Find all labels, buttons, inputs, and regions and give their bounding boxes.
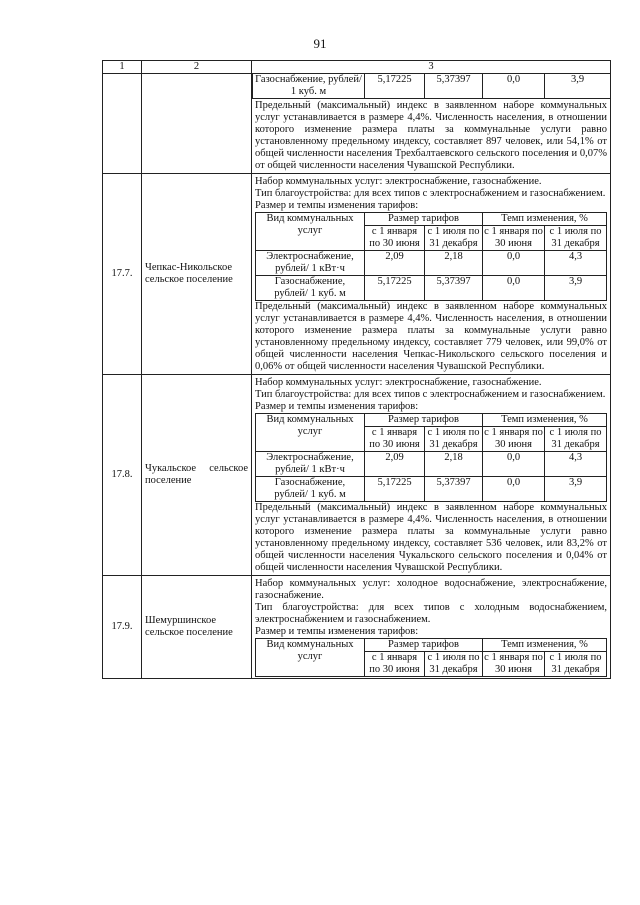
- period-header-1: с 1 января по 30 июня: [365, 652, 425, 677]
- index-paragraph: Предельный (максимальный) индекс в заявленном наборе коммунальных услуг устанавливается в размере 4,4%. Численность населения, в отношении которого изменение размера платы за коммунальные услуги равно установленному предельному индексу, составляет 897 человек, или 54,1% от общей численности населения Трехбалтаевского сельского поселения и 0,07% от общей численности населения Чувашской Республики.: [255, 100, 607, 171]
- column-number-3: 3: [252, 61, 611, 74]
- tariff-value-h1: 5,17225: [365, 276, 425, 301]
- amenity-text: Тип благоустройства: для всех типов с электроснабжением и газоснабжением.: [255, 188, 606, 199]
- entry-row: [103, 375, 611, 576]
- kind-header: Вид коммунальных услуг: [256, 414, 365, 452]
- change-value-h1: 0,0: [483, 74, 545, 99]
- period-header-4: с 1 июля по 31 декабря: [545, 652, 607, 677]
- tariff-size-header: Размер тарифов: [365, 213, 483, 226]
- change-value-h1: 0,0: [483, 251, 545, 276]
- period-header-1: с 1 января по 30 июня: [365, 226, 425, 251]
- tariff-subtable: [255, 413, 607, 502]
- index-paragraph: Предельный (максимальный) индекс в заявленном наборе коммунальных услуг устанавливается в размере 4,4%. Численность населения, в отношении которого изменение размера платы за коммунальные услуги равно установленному предельному индексу, составляет 536 человек, или 83,2% от общей численности населения Чукальского сельского поселения и 0,04% от общей численности населения Чувашской Республики.: [255, 502, 607, 573]
- tariff-subtable: [252, 74, 610, 99]
- tariff-row: [256, 477, 607, 502]
- period-header-2: с 1 июля по 31 декабря: [425, 226, 483, 251]
- change-value-h2: 4,3: [545, 452, 607, 477]
- period-header-3: с 1 января по 30 июня: [484, 427, 543, 450]
- change-value-h1: 0,0: [483, 276, 545, 301]
- column-number-2: 2: [142, 61, 252, 74]
- entry-content: [252, 576, 611, 679]
- tariff-value-h1: 5,17225: [365, 74, 425, 99]
- service-label: Электроснабжение, рублей/ 1 кВт·ч: [256, 452, 365, 477]
- tariff-caption: Размер и темпы изменения тарифов:: [255, 626, 419, 637]
- change-value-h2: 4,3: [545, 251, 607, 276]
- change-value-h2: 3,9: [545, 74, 611, 99]
- change-value-h1: 0,0: [483, 477, 545, 502]
- period-header-3: с 1 января по 30 июня: [484, 226, 543, 249]
- tariff-size-header: Размер тарифов: [365, 639, 483, 652]
- services-text: Набор коммунальных услуг: холодное водоснабжение, электроснабжение, газоснабжение.: [255, 578, 607, 601]
- period-header-2: с 1 июля по 31 декабря: [425, 427, 483, 452]
- tariff-subtable: [255, 212, 607, 301]
- change-value-h2: 3,9: [545, 276, 607, 301]
- tariff-value-h2: 2,18: [425, 251, 483, 276]
- tariff-value-h2: 2,18: [425, 452, 483, 477]
- tariff-row: [253, 74, 611, 99]
- services-text: Набор коммунальных услуг: электроснабжение, газоснабжение.: [255, 176, 542, 187]
- entry-content: [252, 375, 611, 576]
- change-value-h1: 0,0: [483, 452, 545, 477]
- page-number: 91: [313, 36, 327, 51]
- tariff-value-h2: 5,37397: [425, 477, 483, 502]
- entry-content: [252, 174, 611, 375]
- main-table: [102, 60, 611, 679]
- entry-row: [103, 174, 611, 375]
- amenity-text: Тип благоустройства: для всех типов с электроснабжением и газоснабжением.: [255, 389, 606, 400]
- tariff-row: [256, 276, 607, 301]
- service-label: Электроснабжение, рублей/ 1 кВт·ч: [256, 251, 365, 276]
- kind-header: Вид коммунальных услуг: [256, 213, 365, 251]
- entry-number: 17.8.: [103, 375, 142, 576]
- service-label: Газоснабжение, рублей/ 1 куб. м: [256, 477, 365, 502]
- service-label: Газоснабжение, рублей/ 1 куб. м: [253, 74, 365, 99]
- tariff-value-h2: 5,37397: [425, 74, 483, 99]
- tariff-change-header: Темп изменения, %: [483, 414, 607, 427]
- kind-header: Вид коммунальных услуг: [256, 639, 365, 677]
- period-header-1: с 1 января по 30 июня: [365, 427, 425, 452]
- entry-number: 17.9.: [103, 576, 142, 679]
- tariff-size-header: Размер тарифов: [365, 414, 483, 427]
- amenity-text: Тип благоустройства: для всех типов с холодным водоснабжением, электроснабжением и газоснабжением.: [255, 602, 607, 625]
- tariff-value-h1: 5,17225: [365, 477, 425, 502]
- tariff-caption: Размер и темпы изменения тарифов:: [255, 200, 419, 211]
- change-value-h2: 3,9: [545, 477, 607, 502]
- period-header-2: с 1 июля по 31 декабря: [425, 652, 483, 677]
- column-number-1: 1: [103, 61, 142, 74]
- entry-row: [103, 576, 611, 679]
- tariff-subtable: [255, 638, 607, 677]
- continuation-row: [103, 74, 611, 174]
- service-label: Газоснабжение, рублей/ 1 куб. м: [256, 276, 365, 301]
- period-header-4: с 1 июля по 31 декабря: [545, 226, 607, 251]
- tariff-change-header: Темп изменения, %: [483, 213, 607, 226]
- column-number-row: [103, 61, 611, 74]
- tariff-value-h1: 2,09: [365, 251, 425, 276]
- tariff-row: [256, 251, 607, 276]
- period-header-3: с 1 января по 30 июня: [484, 652, 543, 675]
- tariff-row: [256, 452, 607, 477]
- tariff-value-h1: 2,09: [365, 452, 425, 477]
- tariff-change-header: Темп изменения, %: [483, 639, 607, 652]
- continuation-content: [252, 74, 611, 174]
- settlement-name: Шемуршинское сельское поселение: [142, 576, 252, 679]
- settlement-name: Чепкас-Никольское сельское поселение: [142, 174, 252, 375]
- settlement-name: Чукальское сельское поселение: [142, 375, 252, 576]
- tariff-caption: Размер и темпы изменения тарифов:: [255, 401, 419, 412]
- entry-number: 17.7.: [103, 174, 142, 375]
- services-text: Набор коммунальных услуг: электроснабжение, газоснабжение.: [255, 377, 542, 388]
- period-header-4: с 1 июля по 31 декабря: [545, 427, 607, 452]
- tariff-value-h2: 5,37397: [425, 276, 483, 301]
- index-paragraph: Предельный (максимальный) индекс в заявленном наборе коммунальных услуг устанавливается в размере 4,4%. Численность населения, в отношении которого изменение размера платы за коммунальные услуги равно установленному предельному индексу, составляет 779 человек, или 99,0% от общей численности населения Чепкас-Никольского сельского поселения и 0,06% от общей численности населения Чувашской Республики.: [255, 301, 607, 372]
